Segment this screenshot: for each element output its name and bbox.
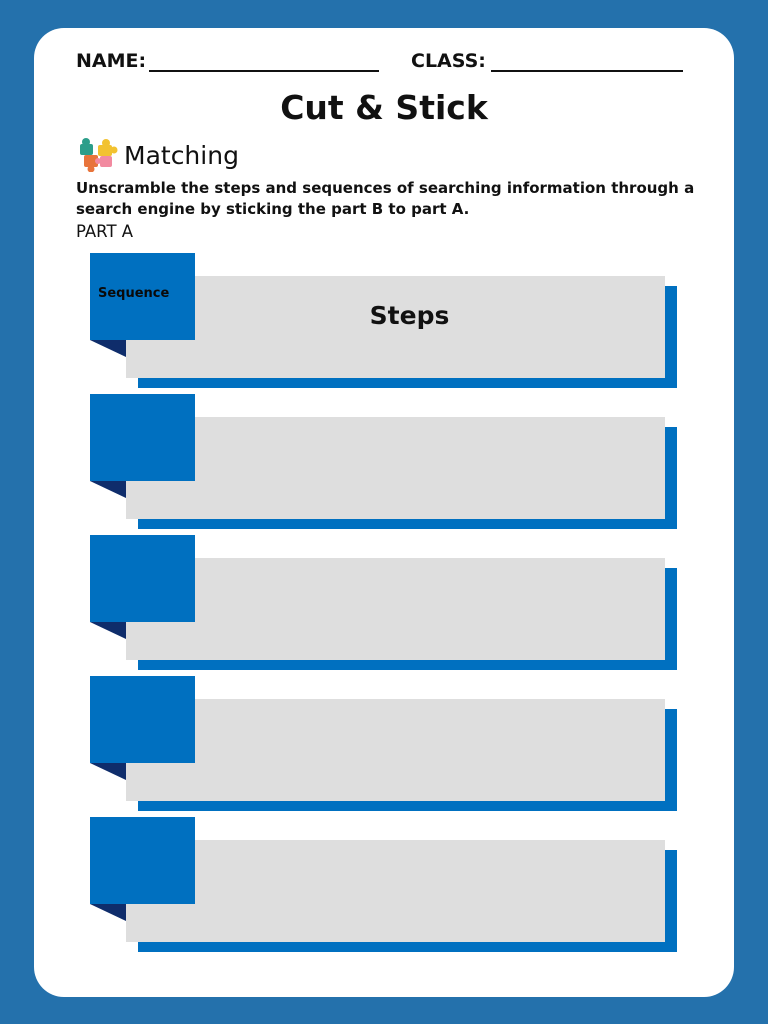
part-label: PART A <box>76 222 134 241</box>
table-row <box>34 535 734 675</box>
steps-cell <box>126 558 665 660</box>
sequence-header: Sequence <box>98 286 170 301</box>
class-label: CLASS: <box>411 50 486 72</box>
name-field <box>76 50 379 72</box>
name-label: NAME: <box>76 50 147 72</box>
steps-cell <box>126 417 665 519</box>
sequence-cell <box>90 676 195 763</box>
tab-fold <box>90 622 126 639</box>
table-row <box>34 394 734 534</box>
sequence-cell <box>90 394 195 481</box>
worksheet-page <box>34 28 734 997</box>
table-row <box>34 676 734 816</box>
tab-fold <box>90 481 126 498</box>
steps-cell <box>126 699 665 801</box>
tab-fold <box>90 904 126 921</box>
steps-header: Steps <box>369 301 450 330</box>
table-header-row <box>34 253 734 393</box>
sequence-cell <box>90 535 195 622</box>
instructions-text: Unscramble the steps and sequences of searching information through a search engine by sticking the part B to part A. <box>76 179 695 218</box>
name-blank <box>149 50 379 72</box>
puzzle-pieces-icon <box>76 134 122 176</box>
sequence-cell <box>90 817 195 904</box>
section-heading <box>76 134 239 176</box>
page-title: Cut & Stick <box>280 88 488 127</box>
steps-cell <box>126 840 665 942</box>
class-blank <box>491 50 683 72</box>
class-field <box>411 50 683 72</box>
tab-fold <box>90 340 126 357</box>
section-label: Matching <box>124 140 239 170</box>
tab-fold <box>90 763 126 780</box>
table-row <box>34 817 734 957</box>
